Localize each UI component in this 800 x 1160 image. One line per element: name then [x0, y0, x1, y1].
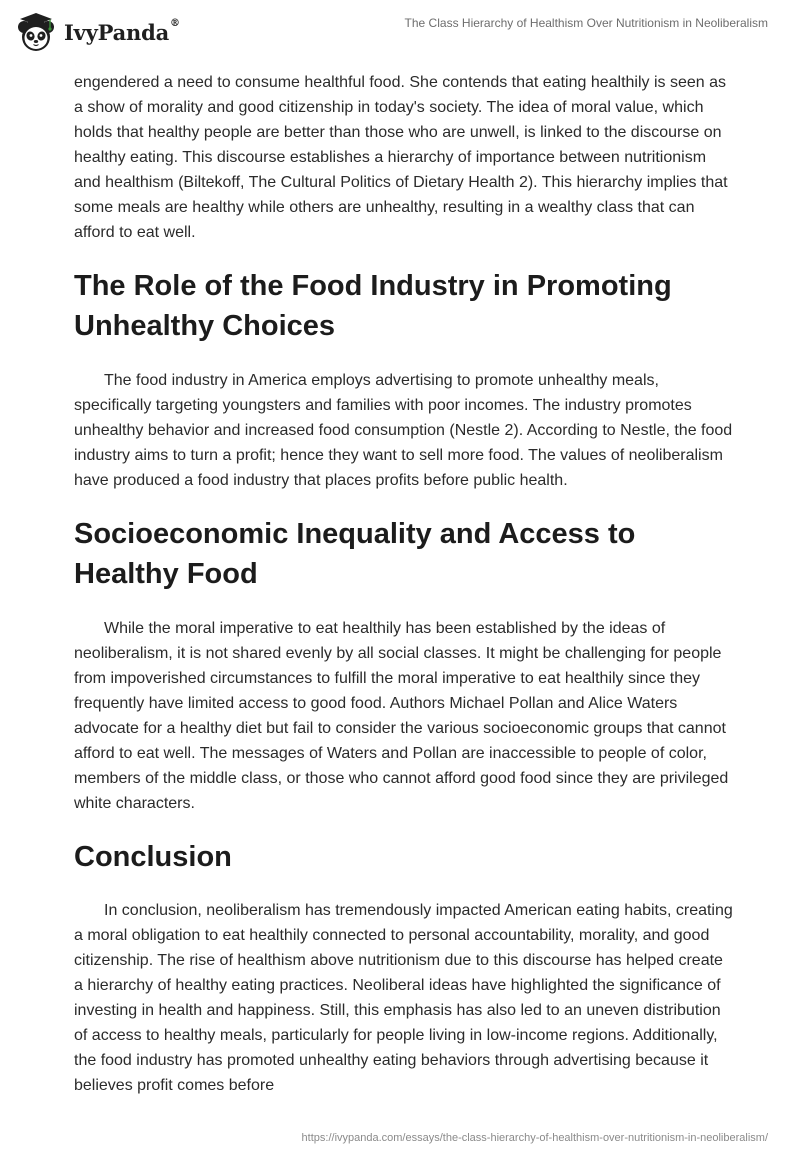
section-heading-food-industry: The Role of the Food Industry in Promoting Unhealthy Choices	[74, 270, 672, 342]
section-heading-socioeconomic: Socioeconomic Inequality and Access to Healthy Food	[74, 518, 636, 590]
section-heading-conclusion: Conclusion	[74, 841, 232, 873]
panda-graduation-cap-icon	[14, 10, 58, 54]
ivypanda-logo[interactable]	[14, 10, 189, 54]
section-paragraph-conclusion: In conclusion, neoliberalism has tremendously impacted American eating habits, creating a moral obligation to eat healthily connected to personal accountability, morality, and good citizenship. The rise of healthism above nutritionism due to this discourse has helped create a hierarchy of healthy eating practices. Neoliberal ideas have highlighted the significance of investing in health and happiness. Still, this emphasis has also led to an uneven distribution of access to healthy meals, particularly for people living in low-income regions. Additionally, the food industry has promoted unhealthy eating behaviors through advertising because it believes profit comes before	[74, 902, 733, 1094]
section-paragraph-food-industry: The food industry in America employs advertising to promote unhealthy meals, specifically targeting youngsters and families with poor incomes. The industry promotes unhealthy behavior and increased food consumption (Nestle 2). According to Nestle, the food industry aims to turn a profit; hence they want to sell more food. The values of neoliberalism have produced a food industry that places profits before public health.	[74, 372, 733, 489]
intro-paragraph: engendered a need to consume healthful food. She contends that eating healthily is seen as a show of morality and good citizenship in today's society. The idea of moral value, which holds that healthy people are better than those who are unwell, is linked to the discourse on healthy eating. This discourse establishes a hierarchy of importance between nutritionism and healthism (Biltekoff, The Cultural Politics of Dietary Health 2). This hierarchy implies that some meals are healthy while others are unhealthy, resulting in a wealthy class that can afford to eat well.	[74, 74, 728, 241]
source-url[interactable]: https://ivypanda.com/essays/the-class-hierarchy-of-healthism-over-nutritionism-in-neoliberalism/	[301, 1132, 768, 1144]
essay-content	[74, 70, 734, 1098]
page-header	[0, 0, 800, 70]
section-paragraph-socioeconomic: While the moral imperative to eat healthily has been established by the ideas of neoliberalism, it is not shared evenly by all social classes. It might be challenging for people from impoverished circumstances to fulfill the moral imperative to eat healthily since they frequently have limited access to good food. Authors Michael Pollan and Alice Waters advocate for a healthy diet but fail to consider the various socioeconomic groups that cannot afford to eat well. The messages of Waters and Pollan are inaccessible to people of color, members of the middle class, or those who cannot afford good food since they are privileged white characters.	[74, 620, 729, 812]
brand-name: IvyPanda®	[64, 17, 180, 45]
document-title: The Class Hierarchy of Healthism Over Nutritionism in Neoliberalism	[404, 16, 768, 30]
